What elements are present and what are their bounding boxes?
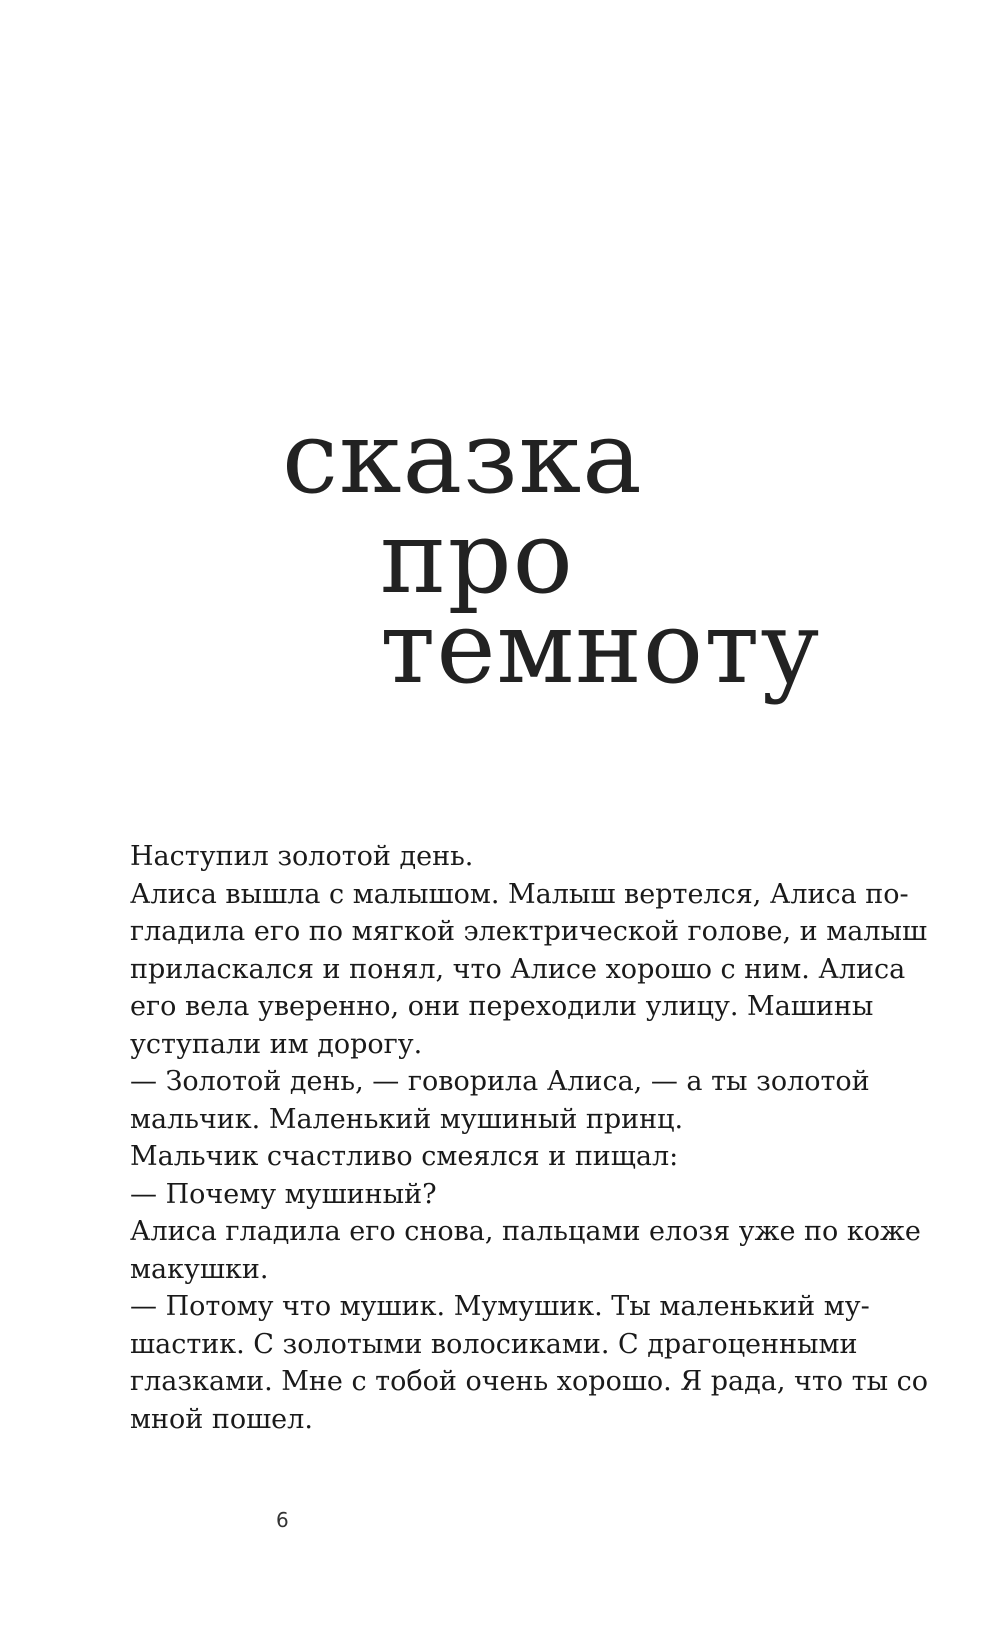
text-line: — Почему мушиный? xyxy=(130,1178,437,1210)
text-line: приласкался и понял, что Алисе хорошо с ним. Алиса xyxy=(130,953,906,985)
text-line: Алиса гладила его снова, пальцами елозя уже по коже xyxy=(130,1216,921,1247)
text-line: мной пошел. xyxy=(130,1403,313,1435)
text-line: его вела уверенно, они переходили улицу. Машины xyxy=(130,991,874,1022)
text-line: мальчик. Маленький мушиный принц. xyxy=(130,1103,684,1135)
text-line: Наступил золотой день. xyxy=(130,841,474,872)
text-line: глазками. Мне с тобой очень хорошо. Я рада, что ты со xyxy=(130,1366,929,1397)
body-text xyxy=(130,838,929,1438)
text-line: макушки. xyxy=(130,1253,269,1285)
page-number: 6 xyxy=(276,1508,289,1532)
chapter-title-line-1: сказка xyxy=(282,399,643,516)
text-line: Мальчик счастливо смеялся и пищал: xyxy=(130,1141,679,1172)
text-line: — Потому что мушик. Мумушик. Ты маленький му- xyxy=(130,1291,870,1322)
text-line: шастик. С золотыми волосиками. С драгоценными xyxy=(130,1328,858,1360)
text-line: гладила его по мягкой электрической голове, и малыш xyxy=(130,916,928,947)
text-line: Алиса вышла с малышом. Малыш вертелся, Алиса по- xyxy=(130,878,909,910)
chapter-title-line-3: темноту xyxy=(380,589,821,706)
chapter-title-line-2: про xyxy=(380,499,574,616)
text-line: — Золотой день, — говорила Алиса, — а ты золотой xyxy=(130,1066,870,1097)
text-line: уступали им дорогу. xyxy=(130,1028,423,1060)
